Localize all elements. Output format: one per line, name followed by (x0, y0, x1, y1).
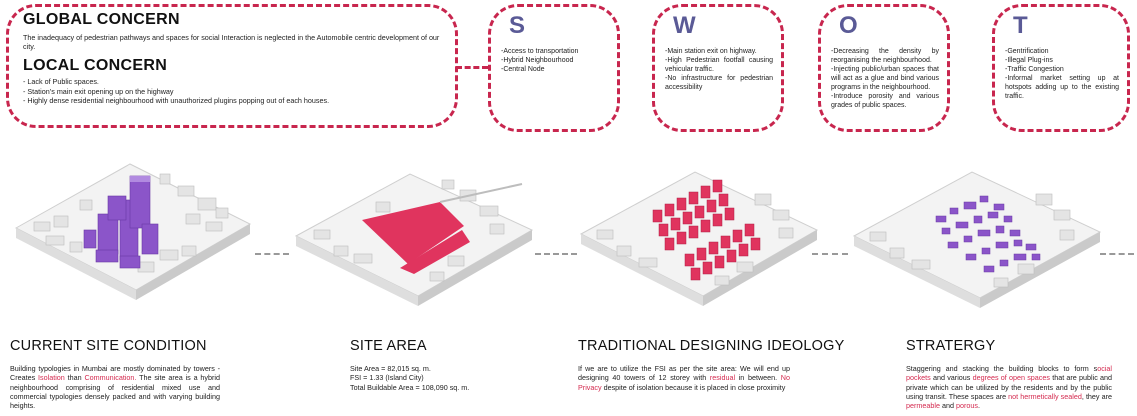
swot-box-threats (992, 4, 1130, 132)
text-run: and (939, 401, 956, 411)
text-run: despite of isolation because it is placed in close proximity (601, 382, 786, 392)
local-concern-item: - Station’s main exit opening up on the highway (23, 86, 174, 96)
text-run: Building typologies in Mumbai are mostly dominated by towers - Creates (10, 364, 220, 383)
swot-item: -No infrastructure for pedestrian accessibility (665, 75, 773, 91)
swot-letter: T (1013, 12, 1028, 39)
swot-item: -Central Node (501, 66, 545, 73)
highlight-text: Communication. (84, 373, 137, 383)
swot-item: -Main station exit on highway. (665, 48, 757, 55)
highlight-text: not hermetically sealed (1008, 391, 1082, 401)
tower-top (130, 176, 150, 182)
swot-list (1005, 47, 1119, 101)
text-run: Staggering and stacking the building blocks to form s (906, 364, 1098, 373)
traditional-ideology-diagram (575, 150, 825, 322)
concern-box (6, 4, 458, 128)
current-site-text (10, 364, 220, 410)
traditional-ideology-title: TRADITIONAL DESIGNING IDEOLOGY (578, 338, 845, 354)
site-area-line: Site Area = 82,015 sq. m. (350, 364, 431, 373)
highlight-text: Isolation (38, 373, 65, 383)
swot-item: -Injecting public/urban spaces that will act as a glue and bind various programs in the neighbourhood. (831, 66, 939, 91)
text-run: The site area is a hybrid neighbourhood comprising of residential mixed use and commercial typologies densely packed and with varying building heights. (10, 373, 221, 411)
global-concern-text: The inadequacy of pedestrian pathways and spaces for social Interaction is neglected in the Automobile centric development of our city. (23, 33, 440, 51)
swot-item: -Informal market setting up at hotspots adding up to the existing traffic. (1005, 75, 1119, 100)
swot-item: -Hybrid Neighbourhood (501, 57, 574, 64)
swot-item: -Decreasing the density by reorganising the neighbourhood. (831, 48, 939, 64)
text-run: that are public and private which can be utilized by the residents and by the public using transit. These spaces are (906, 373, 1112, 401)
current-site-diagram (10, 150, 260, 322)
strategy-title: STRATERGY (906, 338, 996, 354)
text-run: . (977, 401, 980, 411)
panel-separator (535, 253, 577, 255)
text-run: and various (930, 373, 973, 383)
strategy-text (906, 364, 1112, 410)
site-area-title: SITE AREA (350, 338, 427, 354)
swot-item: -Illegal Plug-ins (1005, 57, 1053, 64)
text-run: in between. (735, 373, 781, 383)
site-area-text (350, 364, 540, 392)
swot-box-strengths (488, 4, 620, 132)
swot-item: -Introduce porosity and various grades of public spaces. (831, 93, 939, 109)
traditional-ideology-text (578, 364, 790, 392)
swot-letter: O (839, 12, 858, 39)
highlight-text: residual (709, 373, 736, 383)
highlight-text: degrees of open spaces (972, 373, 1050, 383)
local-concern-list (23, 77, 455, 106)
site-area-line: FSI = 1.33 (Island City) (350, 373, 424, 383)
local-concern-title: LOCAL CONCERN (23, 57, 168, 74)
swot-list (501, 47, 609, 74)
swot-letter: S (509, 12, 526, 39)
highlight-text: No Privacy (578, 373, 790, 392)
swot-item: -High Pedestrian footfall causing vehicular traffic. (665, 57, 773, 73)
swot-letter: W (673, 12, 696, 39)
panel-separator (255, 253, 289, 255)
swot-item: -Access to transportation (501, 48, 579, 55)
global-concern-title: GLOBAL CONCERN (23, 11, 180, 28)
highlight-text: porous (955, 401, 978, 411)
swot-list (831, 47, 939, 110)
text-run: If we are to utilize the FSI as per the site area: We will end up designing 40 towers of 12 storey with (578, 364, 790, 383)
highlight-text: ocial pockets (906, 364, 1112, 383)
swot-item: -Traffic Congestion (1005, 66, 1064, 73)
strategy-diagram (848, 150, 1110, 322)
swot-box-opportunities (818, 4, 950, 132)
current-site-title: CURRENT SITE CONDITION (10, 338, 207, 354)
swot-box-weaknesses (652, 4, 784, 132)
text-run: than (64, 373, 85, 383)
local-concern-item: - Lack of Public spaces. (23, 77, 99, 86)
swot-list (665, 47, 773, 92)
local-concern-item: - Highly dense residential neighbourhood with unauthorized plugins popping out of each houses. (23, 96, 330, 105)
swot-item: -Gentrification (1005, 48, 1049, 55)
concern-connector (456, 66, 488, 69)
site-area-diagram (290, 150, 540, 322)
site-area-line: Total Buildable Area = 108,090 sq. m. (350, 382, 470, 392)
highlight-text: permeable (906, 401, 940, 411)
text-run: , they are (1081, 391, 1112, 401)
